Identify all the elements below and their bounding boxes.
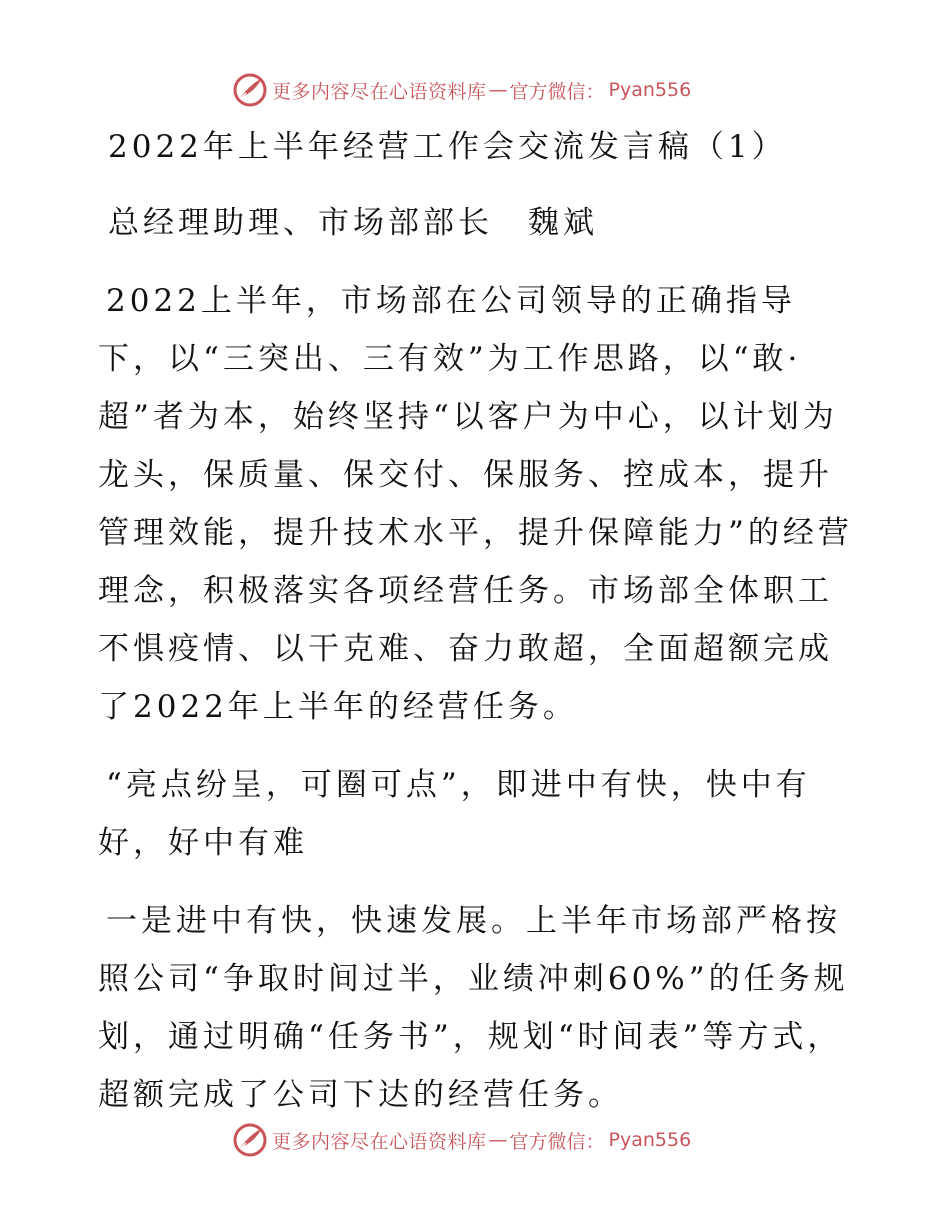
watermark-wechat-label: 官方微信： (509, 1130, 605, 1153)
watermark-separator: — (488, 79, 508, 101)
document-title: 2022年上半年经营工作会交流发言稿（1） (108, 129, 787, 165)
watermark-banner-top (232, 70, 691, 110)
watermark-wechat-id: Pyan556 (608, 1129, 692, 1151)
paragraph-intro: 2022上半年，市场部在公司领导的正确指导下，以“三突出、三有效”为工作思路，以“敢·超”者为本，始终坚持“以客户为中心，以计划为龙头，保质量、保交付、保服务、控成本，提升管理效能，提升技术水平，提升保障能力”的经营理念，积极落实各项经营任务。市场部全体职工不惧疫情、以干克难、奋力敢超，全面超额完成了2022年上半年的经营任务。 (98, 283, 853, 725)
watermark-banner-bottom (232, 1120, 691, 1160)
document-body (98, 118, 858, 1124)
feather-pen-logo-icon (232, 72, 268, 108)
paragraph-highlights: “亮点纷呈，可圈可点”，即进中有快，快中有好，好中有难 (98, 767, 811, 861)
watermark-separator: — (488, 1129, 508, 1151)
watermark-wechat-id: Pyan556 (608, 79, 692, 101)
feather-pen-logo-icon (232, 1122, 268, 1158)
watermark-text: 更多内容尽在心语资料库 (272, 1130, 487, 1153)
author-line: 总经理助理、市场部部长 魏斌 (108, 205, 598, 241)
paragraph-point-one: 一是进中有快，快速发展。上半年市场部严格按照公司“争取时间过半，业绩冲刺60%”的任务规划，通过明确“任务书”，规划“时间表”等方式，超额完成了公司下达的经营任务。 (98, 903, 849, 1113)
watermark-wechat-label: 官方微信： (509, 80, 605, 103)
watermark-text: 更多内容尽在心语资料库 (272, 80, 487, 103)
